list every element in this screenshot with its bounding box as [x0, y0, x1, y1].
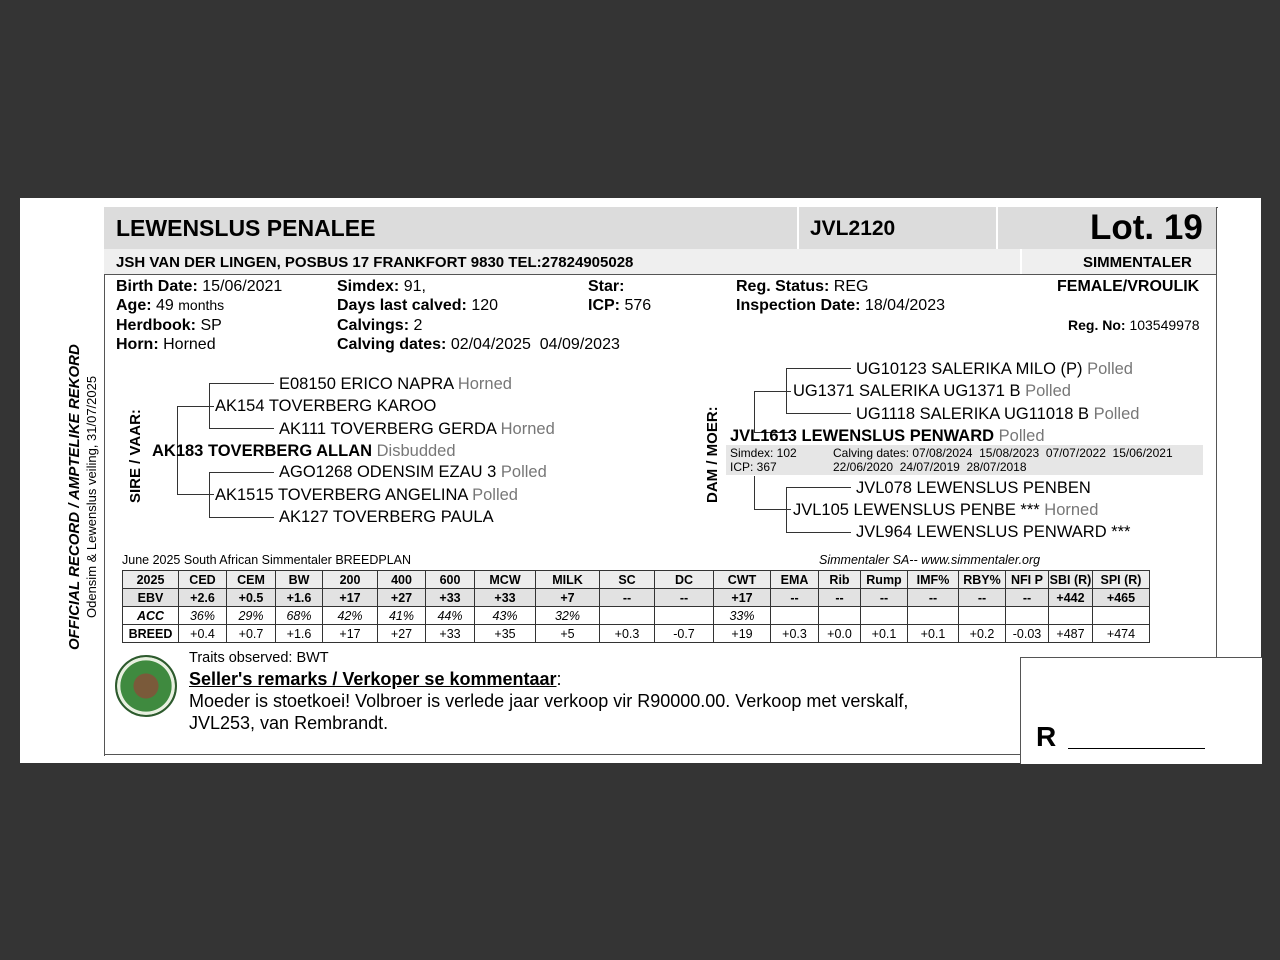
breedplan-cell: +33 [475, 589, 536, 607]
sire-dam-dam: AK127 TOVERBERG PAULA [279, 508, 494, 526]
animal-id: JVL2120 [810, 217, 896, 240]
breedplan-cell: ACC [123, 607, 179, 625]
breedplan-cell: +33 [426, 625, 475, 643]
breedplan-cell: BW [276, 571, 323, 589]
breedplan-cell: 41% [378, 607, 426, 625]
breedplan-cell [1006, 607, 1049, 625]
simmentaler-logo [115, 655, 177, 717]
breedplan-cell: +17 [323, 589, 378, 607]
sale-name-label: Odensim & Lewenslus veiling, 31/07/2025 [84, 375, 99, 618]
breedplan-cell: +27 [378, 589, 426, 607]
breedplan-cell: 2025 [123, 571, 179, 589]
sire-sire-dam: AK111 TOVERBERG GERDA Horned [279, 420, 555, 438]
birth-date: Birth Date: 15/06/2021 [116, 278, 283, 295]
breedplan-cell: -- [819, 589, 861, 607]
breedplan-cell: SBI (R) [1049, 572, 1092, 587]
breedplan-cell: +19 [714, 625, 771, 643]
breedplan-cell: -- [959, 589, 1006, 607]
breedplan-cell: 32% [536, 607, 600, 625]
breedplan-cell: CEM [227, 571, 276, 589]
breedplan-cell: 68% [276, 607, 323, 625]
ebv-row [123, 589, 1150, 607]
breedplan-cell: -- [771, 589, 819, 607]
breedplan-cell: +0.7 [227, 625, 276, 643]
breedplan-cell: CWT [714, 571, 771, 589]
calvings: Calvings: 2 [337, 317, 423, 334]
dam-calving-dates: Calving dates: 07/08/2024 15/08/2023 07/07/2022 15/06/2021 [833, 446, 1173, 460]
dam-sire: UG1371 SALERIKA UG1371 B Polled [793, 382, 1071, 400]
breedplan-cell: +0.3 [771, 625, 819, 643]
simdex: Simdex: 91, [337, 278, 426, 295]
breedplan-cell: +17 [714, 589, 771, 607]
breedplan-cell: DC [655, 571, 714, 589]
breed-name: SIMMENTALER [1083, 254, 1192, 271]
breedplan-cell: 36% [179, 607, 227, 625]
breedplan-caption: June 2025 South African Simmentaler BREEDPLAN [122, 553, 412, 567]
breedplan-cell: +442 [1049, 589, 1093, 607]
breedplan-cell: 42% [323, 607, 378, 625]
breedplan-cell [771, 607, 819, 625]
breedplan-cell: -- [655, 589, 714, 607]
breedplan-cell: MCW [475, 571, 536, 589]
star: Star: [588, 278, 625, 295]
breedplan-cell: 600 [426, 571, 475, 589]
breedplan-cell: -- [908, 589, 959, 607]
breedplan-cell: 400 [378, 571, 426, 589]
breedplan-cell: 44% [426, 607, 475, 625]
sire-dam: AK1515 TOVERBERG ANGELINA Polled [215, 486, 518, 504]
dam-sire-dam: UG1118 SALERIKA UG11018 B Polled [856, 405, 1140, 423]
dam-name: JVL1613 LEWENSLUS PENWARD Polled [730, 427, 1045, 445]
seller-remarks-line-2: JVL253, van Rembrandt. [189, 713, 389, 733]
dam-icp: ICP: 367 [730, 460, 777, 474]
sex-label: FEMALE/VROULIK [1057, 278, 1200, 295]
calving-dates: Calving dates: 02/04/2025 04/09/2023 [337, 336, 620, 353]
owner-address: JSH VAN DER LINGEN, POSBUS 17 FRANKFORT 9830 TEL:27824905028 [116, 254, 634, 271]
price-currency: R [1036, 721, 1057, 752]
breedplan-cell: EBV [123, 589, 179, 607]
breedplan-cell [600, 607, 655, 625]
breedplan-cell: -0.03 [1006, 625, 1049, 643]
price-line [1068, 748, 1205, 749]
breedplan-cell: SC [600, 571, 655, 589]
horn-status: Horn: Horned [116, 336, 216, 353]
breed-row [123, 625, 1150, 643]
breedplan-cell: 43% [475, 607, 536, 625]
breedplan-cell: +17 [323, 625, 378, 643]
seller-remarks-line-1: Moeder is stoetkoei! Volbroer is verlede jaar verkoop vir R90000.00. Verkoop met verskalf, [189, 691, 909, 711]
breedplan-cell: +0.1 [908, 625, 959, 643]
icp: ICP: 576 [588, 297, 652, 314]
breedplan-cell [1049, 607, 1093, 625]
breedplan-cell: IMF% [908, 571, 959, 589]
dam-calving-dates-cont: 22/06/2020 24/07/2019 28/07/2018 [833, 460, 1027, 474]
dam-dam: JVL105 LEWENSLUS PENBE *** Horned [793, 501, 1099, 519]
breedplan-cell: -- [861, 589, 908, 607]
breedplan-cell: +487 [1049, 625, 1093, 643]
days-last-calved: Days last calved: 120 [337, 297, 499, 314]
breedplan-table [122, 570, 1150, 643]
reg-number: Reg. No: 103549978 [1068, 317, 1200, 333]
breedplan-cell: +35 [475, 625, 536, 643]
breedplan-cell: +0.4 [179, 625, 227, 643]
dam-dam-dam: JVL964 LEWENSLUS PENWARD *** [856, 523, 1131, 541]
sire-sire-sire: E08150 ERICO NAPRA Horned [279, 375, 512, 393]
breedplan-cell [655, 607, 714, 625]
breedplan-cell: 29% [227, 607, 276, 625]
reg-status: Reg. Status: REG [736, 278, 869, 295]
breedplan-site: Simmentaler SA-- www.simmentaler.org [819, 553, 1041, 567]
breedplan-cell: -0.7 [655, 625, 714, 643]
breedplan-cell: CED [179, 571, 227, 589]
breedplan-cell: Rib [819, 571, 861, 589]
breedplan-cell: +0.3 [600, 625, 655, 643]
breedplan-cell [1093, 607, 1150, 625]
breedplan-cell: +0.2 [959, 625, 1006, 643]
sire-dam-sire: AGO1268 ODENSIM EZAU 3 Polled [279, 463, 547, 481]
breedplan-cell: +1.6 [276, 625, 323, 643]
sire-sire: AK154 TOVERBERG KAROO [215, 397, 437, 415]
breedplan-header-row [123, 571, 1150, 589]
sire-label: SIRE / VAAR: [127, 409, 144, 503]
lot-number: Lot. 19 [1090, 208, 1203, 247]
traits-observed: Traits observed: BWT [189, 650, 329, 666]
breedplan-cell: +7 [536, 589, 600, 607]
dam-simdex: Simdex: 102 [730, 446, 797, 460]
lot-card [20, 198, 1261, 763]
acc-row [123, 607, 1150, 625]
breedplan-cell: MILK [536, 571, 600, 589]
breedplan-cell: +0.1 [861, 625, 908, 643]
breedplan-cell: +2.6 [179, 589, 227, 607]
breedplan-cell: +33 [426, 589, 475, 607]
breedplan-cell: +0.0 [819, 625, 861, 643]
dam-label: DAM / MOER: [704, 406, 721, 503]
breedplan-cell: +474 [1093, 625, 1150, 643]
breedplan-cell: +1.6 [276, 589, 323, 607]
animal-name: LEWENSLUS PENALEE [116, 215, 376, 241]
seller-remarks-heading: Seller's remarks / Verkoper se kommentaar: [189, 669, 562, 689]
breedplan-cell [959, 607, 1006, 625]
breedplan-cell: SPI (R) [1093, 571, 1150, 589]
breedplan-cell [908, 607, 959, 625]
age: Age: 49 months [116, 297, 225, 314]
sire-name: AK183 TOVERBERG ALLAN Disbudded [152, 442, 456, 460]
breedplan-cell: EMA [771, 571, 819, 589]
breedplan-cell: RBY% [959, 571, 1006, 589]
official-record-label: OFFICIAL RECORD / AMPTELIKE REKORD [66, 344, 83, 650]
breedplan-cell: 33% [714, 607, 771, 625]
herdbook: Herdbook: SP [116, 317, 222, 334]
breedplan-cell: +0.5 [227, 589, 276, 607]
breedplan-cell: NFI P [1006, 571, 1049, 589]
dam-sire-sire: UG10123 SALERIKA MILO (P) Polled [856, 360, 1133, 378]
breedplan-cell: -- [600, 589, 655, 607]
breedplan-cell [861, 607, 908, 625]
breedplan-cell: -- [1006, 589, 1049, 607]
breedplan-cell: +5 [536, 625, 600, 643]
dam-dam-sire: JVL078 LEWENSLUS PENBEN [856, 479, 1091, 497]
breedplan-cell: +27 [378, 625, 426, 643]
breedplan-cell: BREED [123, 625, 179, 643]
breedplan-cell: Rump [861, 571, 908, 589]
breedplan-cell: 200 [323, 571, 378, 589]
breedplan-cell: +465 [1093, 589, 1150, 607]
inspection-date: Inspection Date: 18/04/2023 [736, 297, 945, 314]
breedplan-cell [819, 607, 861, 625]
